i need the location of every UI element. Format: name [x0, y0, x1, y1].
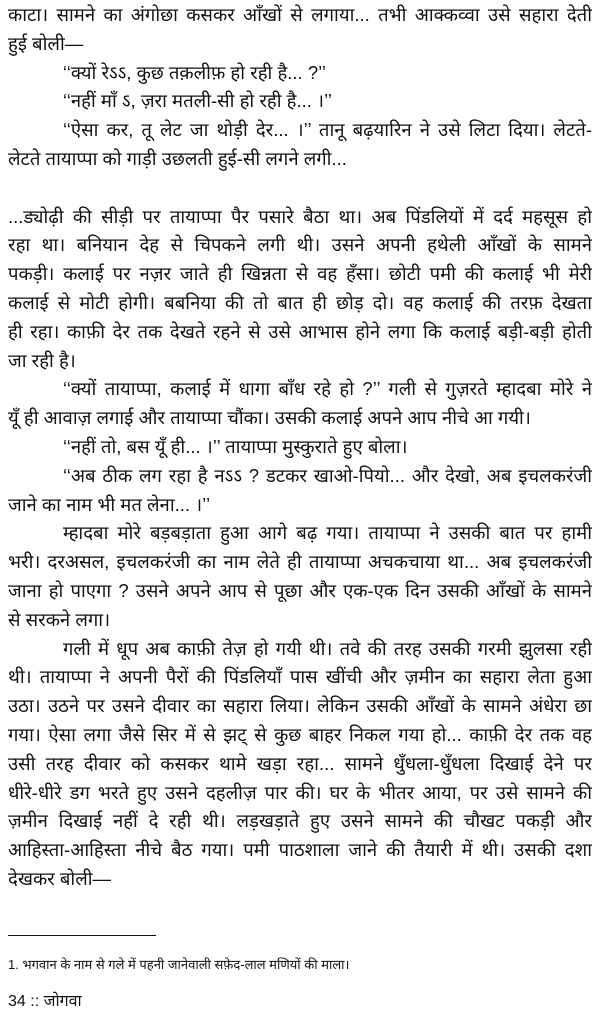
- text-line: रहा था। बनियान देह से चिपकने लगी थी। उसने अपनी हथेली आँखों के सामने: [8, 234, 592, 256]
- text-line: आहिस्ता-आहिस्ता नीचे बैठ गया। पमी पाठशाला जाने की तैयारी में थी। उसकी दशा: [8, 839, 592, 861]
- paragraph: [8, 1, 592, 59]
- text-line: ‘‘अब ठीक लग रहा है नऽऽ ? डटकर खाओ-पियो... और देखो, अब इचलकरंजी: [63, 464, 592, 486]
- text-line: उठा। उठने पर उसने दीवार का सहारा लिया। लेकिन उसकी आँखों के सामने अंधेरा छा: [8, 695, 592, 717]
- paragraph: [8, 519, 592, 634]
- text-line: लेटते तायाप्पा को गाड़ी उछलती हुई-सी लगने लगी...: [8, 147, 347, 169]
- text-line: काटा। सामने का अंगोछा कसकर आँखों से लगाया... तभी आक्कव्वा उसे सहारा देती: [8, 4, 592, 25]
- text-line: ज़मीन दिखाई नहीं दे रही थी। लड़खड़ाते हुए उसने सामने की चौखट पकड़ी और: [8, 810, 592, 832]
- text-line: कलाई से मोटी होगी। बबनिया की तो बात ही छोड़ दो। वह कलाई की तरफ़ देखता: [8, 291, 592, 313]
- footnote-divider: [8, 935, 156, 936]
- paragraph: [8, 116, 592, 174]
- text-line: ही रहा। काफ़ी देर तक देखते रहने से उसे आभास होने लगा कि कलाई बड़ी-बड़ी होती: [8, 320, 592, 342]
- paragraph: [8, 433, 592, 462]
- page-number-footer: 34 :: जोगवा: [8, 993, 82, 1010]
- text-line: ‘‘नहीं माँ ऽ, ज़रा मतली-सी हो रही है... ।’’: [63, 90, 332, 112]
- text-line: ‘‘क्यों रेऽऽ, कुछ तक़लीफ़ हो रही है... ?’’: [63, 61, 327, 83]
- blank-line: [8, 174, 592, 203]
- text-line: म्हादबा मोरे बड़बड़ाता हुआ आगे बढ़ गया। तायाप्पा ने उसकी बात पर हामी: [63, 522, 592, 544]
- paragraph: [8, 375, 592, 433]
- paragraph: [8, 59, 592, 88]
- paragraph: [8, 462, 592, 520]
- body-text: [8, 1, 592, 894]
- text-line: ...ड्योढ़ी की सीड़ी पर तायाप्पा पैर पसारे बैठा था। अब पिंडलियों में दर्द महसूस हो: [8, 205, 592, 227]
- text-line: जा रही है।: [8, 349, 76, 371]
- text-line: ‘‘नहीं तो, बस यूँ ही... ।’’ तायाप्पा मुस्कुराते हुए बोला।: [63, 435, 408, 457]
- footnote: 1. भगवान के नाम से गले में पहनी जानेवाली सफ़ेद-लाल मणियों की माला।: [8, 957, 350, 972]
- paragraph: [8, 203, 592, 376]
- text-line: जाने का नाम भी मत लेना... ।’’: [8, 493, 211, 515]
- text-line: ‘‘ऐसा कर, तू लेट जा थोड़ी देर... ।’’ तानू बढ़यारिन ने उसे लिटा दिया। लेटते-: [63, 119, 592, 141]
- text-line: जाना हो पाएगा ? उसने अपने आप से पूछा और एक-एक दिन उसकी आँखों के सामने: [8, 579, 592, 601]
- text-line: पकड़ी। कलाई पर नज़र जाते ही खिन्नता से वह हँसा। छोटी पमी की कलाई भी मेरी: [8, 263, 592, 285]
- text-line: थी। तायाप्पा ने अपनी पैरों की पिंडलियाँ पास खींची और ज़मीन का सहारा लेता हुआ: [8, 666, 592, 688]
- text-line: ‘‘क्यों तायाप्पा, कलाई में धागा बाँध रहे हो ?’’ गली से गुज़रते म्हादबा मोरे ने: [63, 378, 592, 400]
- paragraph: [8, 87, 592, 116]
- text-line: गली में धूप अब काफ़ी तेज़ हो गयी थी। तवे की तरह उसकी गरमी झुलसा रही: [63, 637, 592, 659]
- text-line: उसी तरह दीवार को कसकर थामे खड़ा रहा... सामने धुँधला-धुँधला दिखाई देने पर: [8, 752, 592, 774]
- text-line: से सरकने लगा।: [8, 608, 111, 630]
- text-line: हुई बोली—: [8, 32, 84, 54]
- text-line: धीरे-धीरे डग भरते हुए उसने दहलीज़ पार की। घर के भीतर आया, पर उसे सामने की: [8, 781, 592, 803]
- text-line: भरी। दरअसल, इचलकरंजी का नाम लेते ही तायाप्पा अचकचाया था... अब इचलकरंजी: [8, 551, 592, 573]
- paragraph: [8, 635, 592, 894]
- text-line: गया। ऐसा लगा जैसे सिर में से झट् से कुछ बाहर निकल गया हो... काफ़ी देर तक वह: [8, 723, 592, 745]
- text-line: यूँ ही आवाज़ लगाई और तायाप्पा चौंका। उसकी कलाई अपने आप नीचे आ गयी।: [8, 407, 531, 429]
- text-line: देखकर बोली—: [8, 867, 112, 889]
